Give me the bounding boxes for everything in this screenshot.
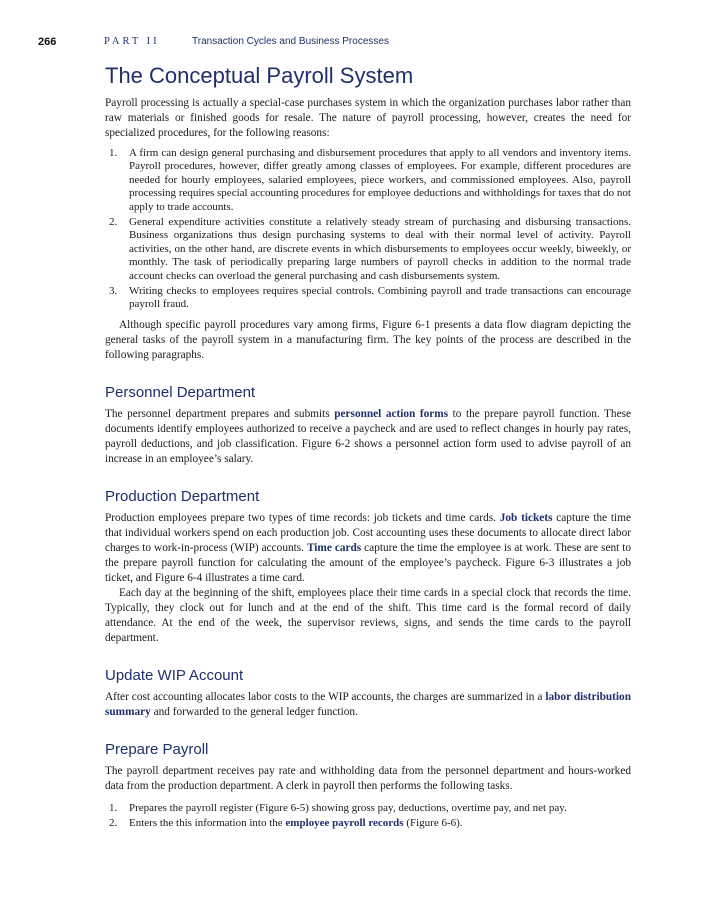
subheading-prepare-payroll: Prepare Payroll [105, 740, 209, 758]
key-term: personnel action forms [334, 407, 449, 420]
list-item: 3. Writing checks to employees requires special controls. Combining payroll and trade transactions can encourage payroll fraud. [109, 285, 631, 311]
prepare-paragraph: The payroll department receives pay rate and withholding data from the personnel department and hours-worked data from the production department. A clerk in payroll then performs the following tasks. [105, 764, 631, 792]
wip-paragraph: After cost accounting allocates labor costs to the WIP accounts, the charges are summarized in a labor distribution summary and forwarded to the general ledger function. [105, 690, 631, 718]
page-content [105, 62, 631, 837]
running-title: Transaction Cycles and Business Processes [192, 36, 389, 47]
subheading-wip: Update WIP Account [105, 666, 244, 684]
reasons-list [105, 147, 631, 312]
tasks-list [105, 802, 631, 831]
personnel-paragraph: The personnel department prepares and submits personnel action forms to the prepare payroll function. These documents identify employees authorized to receive a paycheck and are used to reflect changes in hourly pay rates, payroll deductions, and job classification. Figure 6-2 shows a personnel action form used to advise payroll of an increase in an employee’s salary. [105, 407, 632, 465]
list-item: 1. Prepares the payroll register (Figure 6-5) showing gross pay, deductions, overtime pay, and net pay. [109, 801, 567, 814]
list-item: 1. A firm can design general purchasing and disbursement procedures that apply to all vendors and inventory items. Payroll procedures, however, differ greatly among classes of employees. For example, different procedures are needed for hourly employees, salaried employees, piece workers, and commissioned employees. Also, payroll processing requires special accounting procedures for employee deductions and withholdings for taxes that do not apply to trade accounts. [109, 147, 631, 213]
part-label: PART II [104, 36, 160, 47]
list-item: 2. General expenditure activities constitute a relatively steady stream of purchasing and disbursing transactions. Business organizations thus design purchasing systems to deal with their normal level of activity. Payroll activities, on the other hand, are discrete events in which disbursements to employees occur weekly, biweekly, or monthly. The task of periodically preparing large numbers of payroll checks in addition to the normal trade account checks can overload the general purchasing and cash disbursements system. [109, 216, 631, 282]
subheading-personnel: Personnel Department [105, 383, 256, 401]
list-item: 2. Enters the this information into the employee payroll records (Figure 6-6). [109, 817, 463, 830]
running-header [38, 36, 688, 52]
key-term: Job tickets [499, 511, 553, 524]
section-heading: The Conceptual Payroll System [105, 63, 414, 88]
key-term: labor distribution summary [105, 690, 631, 718]
overview-paragraph: Although specific payroll procedures vary among firms, Figure 6-1 presents a data flow diagram depicting the general tasks of the payroll system in a manufacturing firm. The key points of the process are described in the following paragraphs. [105, 318, 631, 361]
production-paragraph-2: Each day at the beginning of the shift, employees place their time cards in a special clock that records the time. Typically, they clock out for lunch and at the end of the shift. This time card is the formal record of daily attendance. At the end of the week, the supervisor reviews, signs, and sends the time cards to the payroll department. [105, 586, 631, 644]
key-term: employee payroll records [285, 817, 404, 830]
intro-paragraph: Payroll processing is actually a special-case purchases system in which the organization purchases labor rather than raw materials or finished goods for resale. The nature of payroll processing, however, creates the need for specialized procedures, for the following reasons: [105, 97, 631, 139]
production-paragraph: Production employees prepare two types of time records: job tickets and time cards. Job tickets capture the time that individual workers spend on each production job. Cost accounting uses these documents to allocate direct labor charges to work-in-process (WIP) accounts. Time cards capture the time the employee is at work. These are sent to the prepare payroll function for calculating the amount of the employee’s paycheck. Figure 6-3 illustrates a job ticket, and Figure 6-4 illustrates a time card. [105, 511, 632, 584]
key-term: Time cards [306, 541, 362, 554]
subheading-production: Production Department [105, 487, 260, 505]
page-number: 266 [38, 36, 57, 48]
